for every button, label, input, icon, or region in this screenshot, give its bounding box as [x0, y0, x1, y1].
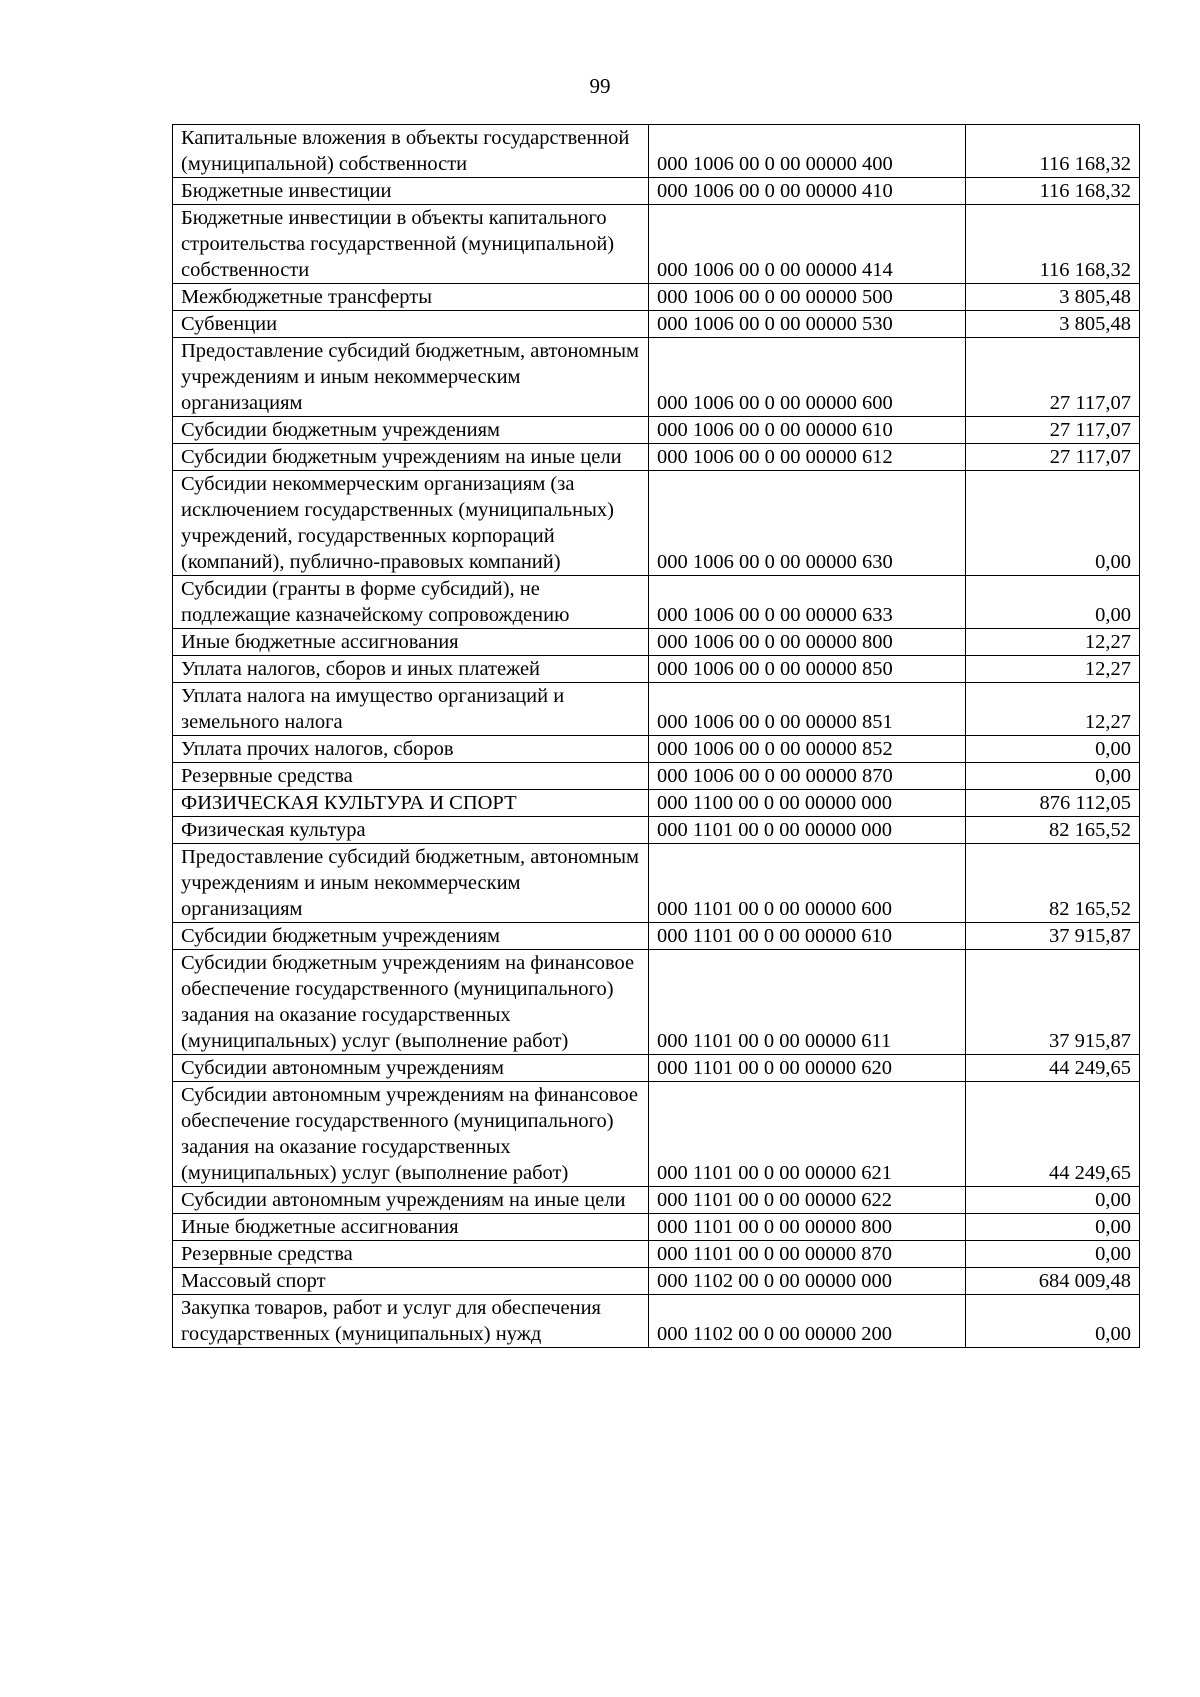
row-code-cell: 000 1101 00 0 00 00000 610 [649, 923, 966, 950]
row-amount-cell: 0,00 [966, 471, 1140, 576]
table-row [173, 1268, 1140, 1295]
row-name-cell: Предоставление субсидий бюджетным, автономным учреждениям и иным некоммерческим организациям [173, 338, 649, 417]
table-row [173, 1187, 1140, 1214]
table-row [173, 576, 1140, 629]
row-amount-cell: 12,27 [966, 629, 1140, 656]
table-row [173, 338, 1140, 417]
row-name-cell: Субсидии бюджетным учреждениям на иные цели [173, 444, 649, 471]
table-row [173, 923, 1140, 950]
row-amount-cell: 27 117,07 [966, 417, 1140, 444]
row-name-cell: Физическая культура [173, 817, 649, 844]
row-amount-cell: 12,27 [966, 656, 1140, 683]
budget-table-body [173, 125, 1140, 1348]
budget-table [172, 124, 1140, 1348]
row-amount-cell: 116 168,32 [966, 178, 1140, 205]
table-row [173, 178, 1140, 205]
page-number: 99 [589, 74, 611, 98]
row-name-cell: Уплата налогов, сборов и иных платежей [173, 656, 649, 683]
row-code-cell: 000 1006 00 0 00 00000 852 [649, 736, 966, 763]
row-amount-cell: 3 805,48 [966, 311, 1140, 338]
table-row [173, 1214, 1140, 1241]
row-name-cell: Субсидии (гранты в форме субсидий), не подлежащие казначейскому сопровождению [173, 576, 649, 629]
row-name-cell: Субсидии бюджетным учреждениям [173, 417, 649, 444]
table-row [173, 683, 1140, 736]
row-code-cell: 000 1006 00 0 00 00000 800 [649, 629, 966, 656]
row-name-cell: Уплата налога на имущество организаций и земельного налога [173, 683, 649, 736]
row-code-cell: 000 1101 00 0 00 00000 600 [649, 844, 966, 923]
row-amount-cell: 3 805,48 [966, 284, 1140, 311]
table-row [173, 950, 1140, 1055]
row-name-cell: Капитальные вложения в объекты государственной (муниципальной) собственности [173, 125, 649, 178]
row-code-cell: 000 1101 00 0 00 00000 611 [649, 950, 966, 1055]
row-amount-cell: 116 168,32 [966, 205, 1140, 284]
row-code-cell: 000 1006 00 0 00 00000 410 [649, 178, 966, 205]
row-code-cell: 000 1006 00 0 00 00000 851 [649, 683, 966, 736]
table-row [173, 1055, 1140, 1082]
row-amount-cell: 116 168,32 [966, 125, 1140, 178]
table-row [173, 471, 1140, 576]
row-code-cell: 000 1102 00 0 00 00000 200 [649, 1295, 966, 1348]
row-code-cell: 000 1006 00 0 00 00000 612 [649, 444, 966, 471]
row-name-cell: Закупка товаров, работ и услуг для обеспечения государственных (муниципальных) нужд [173, 1295, 649, 1348]
table-row [173, 817, 1140, 844]
table-row [173, 790, 1140, 817]
row-code-cell: 000 1006 00 0 00 00000 610 [649, 417, 966, 444]
table-row [173, 417, 1140, 444]
row-name-cell: Субсидии некоммерческим организациям (за исключением государственных (муниципальных) учреждений, государственных корпораций (компаний), публично-правовых компаний) [173, 471, 649, 576]
row-amount-cell: 0,00 [966, 1187, 1140, 1214]
row-name-cell: Массовый спорт [173, 1268, 649, 1295]
table-row [173, 284, 1140, 311]
row-amount-cell: 0,00 [966, 763, 1140, 790]
table-row [173, 1082, 1140, 1187]
row-code-cell: 000 1006 00 0 00 00000 630 [649, 471, 966, 576]
row-code-cell: 000 1006 00 0 00 00000 600 [649, 338, 966, 417]
row-amount-cell: 37 915,87 [966, 950, 1140, 1055]
row-amount-cell: 684 009,48 [966, 1268, 1140, 1295]
row-code-cell: 000 1006 00 0 00 00000 870 [649, 763, 966, 790]
row-code-cell: 000 1102 00 0 00 00000 000 [649, 1268, 966, 1295]
row-code-cell: 000 1101 00 0 00 00000 870 [649, 1241, 966, 1268]
row-code-cell: 000 1006 00 0 00 00000 414 [649, 205, 966, 284]
row-amount-cell: 0,00 [966, 1295, 1140, 1348]
table-row [173, 656, 1140, 683]
table-row [173, 205, 1140, 284]
row-amount-cell: 44 249,65 [966, 1055, 1140, 1082]
table-row [173, 444, 1140, 471]
row-name-cell: Резервные средства [173, 763, 649, 790]
row-amount-cell: 82 165,52 [966, 844, 1140, 923]
table-row [173, 311, 1140, 338]
row-name-cell: Иные бюджетные ассигнования [173, 629, 649, 656]
row-name-cell: Субсидии автономным учреждениям [173, 1055, 649, 1082]
row-name-cell: Уплата прочих налогов, сборов [173, 736, 649, 763]
row-amount-cell: 0,00 [966, 736, 1140, 763]
row-code-cell: 000 1101 00 0 00 00000 800 [649, 1214, 966, 1241]
row-amount-cell: 0,00 [966, 1214, 1140, 1241]
row-amount-cell: 44 249,65 [966, 1082, 1140, 1187]
row-amount-cell: 0,00 [966, 1241, 1140, 1268]
row-code-cell: 000 1100 00 0 00 00000 000 [649, 790, 966, 817]
row-amount-cell: 37 915,87 [966, 923, 1140, 950]
row-code-cell: 000 1101 00 0 00 00000 620 [649, 1055, 966, 1082]
row-name-cell: Бюджетные инвестиции в объекты капитального строительства государственной (муниципальной) собственности [173, 205, 649, 284]
row-name-cell: Субсидии автономным учреждениям на финансовое обеспечение государственного (муниципального) задания на оказание государственных (муниципальных) услуг (выполнение работ) [173, 1082, 649, 1187]
row-amount-cell: 0,00 [966, 576, 1140, 629]
row-code-cell: 000 1101 00 0 00 00000 000 [649, 817, 966, 844]
row-code-cell: 000 1006 00 0 00 00000 633 [649, 576, 966, 629]
row-name-cell: Бюджетные инвестиции [173, 178, 649, 205]
row-name-cell: Субвенции [173, 311, 649, 338]
table-row [173, 125, 1140, 178]
row-code-cell: 000 1006 00 0 00 00000 530 [649, 311, 966, 338]
row-code-cell: 000 1101 00 0 00 00000 621 [649, 1082, 966, 1187]
table-row [173, 1241, 1140, 1268]
row-code-cell: 000 1006 00 0 00 00000 400 [649, 125, 966, 178]
row-name-cell: Резервные средства [173, 1241, 649, 1268]
row-amount-cell: 27 117,07 [966, 444, 1140, 471]
table-row [173, 1295, 1140, 1348]
row-code-cell: 000 1006 00 0 00 00000 500 [649, 284, 966, 311]
row-name-cell: Иные бюджетные ассигнования [173, 1214, 649, 1241]
row-name-cell: Субсидии бюджетным учреждениям [173, 923, 649, 950]
row-amount-cell: 27 117,07 [966, 338, 1140, 417]
row-name-cell: Предоставление субсидий бюджетным, автономным учреждениям и иным некоммерческим организациям [173, 844, 649, 923]
row-amount-cell: 82 165,52 [966, 817, 1140, 844]
table-row [173, 736, 1140, 763]
table-row [173, 629, 1140, 656]
row-name-cell: Межбюджетные трансферты [173, 284, 649, 311]
table-row [173, 844, 1140, 923]
row-code-cell: 000 1101 00 0 00 00000 622 [649, 1187, 966, 1214]
row-amount-cell: 12,27 [966, 683, 1140, 736]
row-code-cell: 000 1006 00 0 00 00000 850 [649, 656, 966, 683]
row-name-cell: Субсидии бюджетным учреждениям на финансовое обеспечение государственного (муниципального) задания на оказание государственных (муниципальных) услуг (выполнение работ) [173, 950, 649, 1055]
row-amount-cell: 876 112,05 [966, 790, 1140, 817]
row-name-cell: ФИЗИЧЕСКАЯ КУЛЬТУРА И СПОРТ [173, 790, 649, 817]
table-row [173, 763, 1140, 790]
row-name-cell: Субсидии автономным учреждениям на иные цели [173, 1187, 649, 1214]
